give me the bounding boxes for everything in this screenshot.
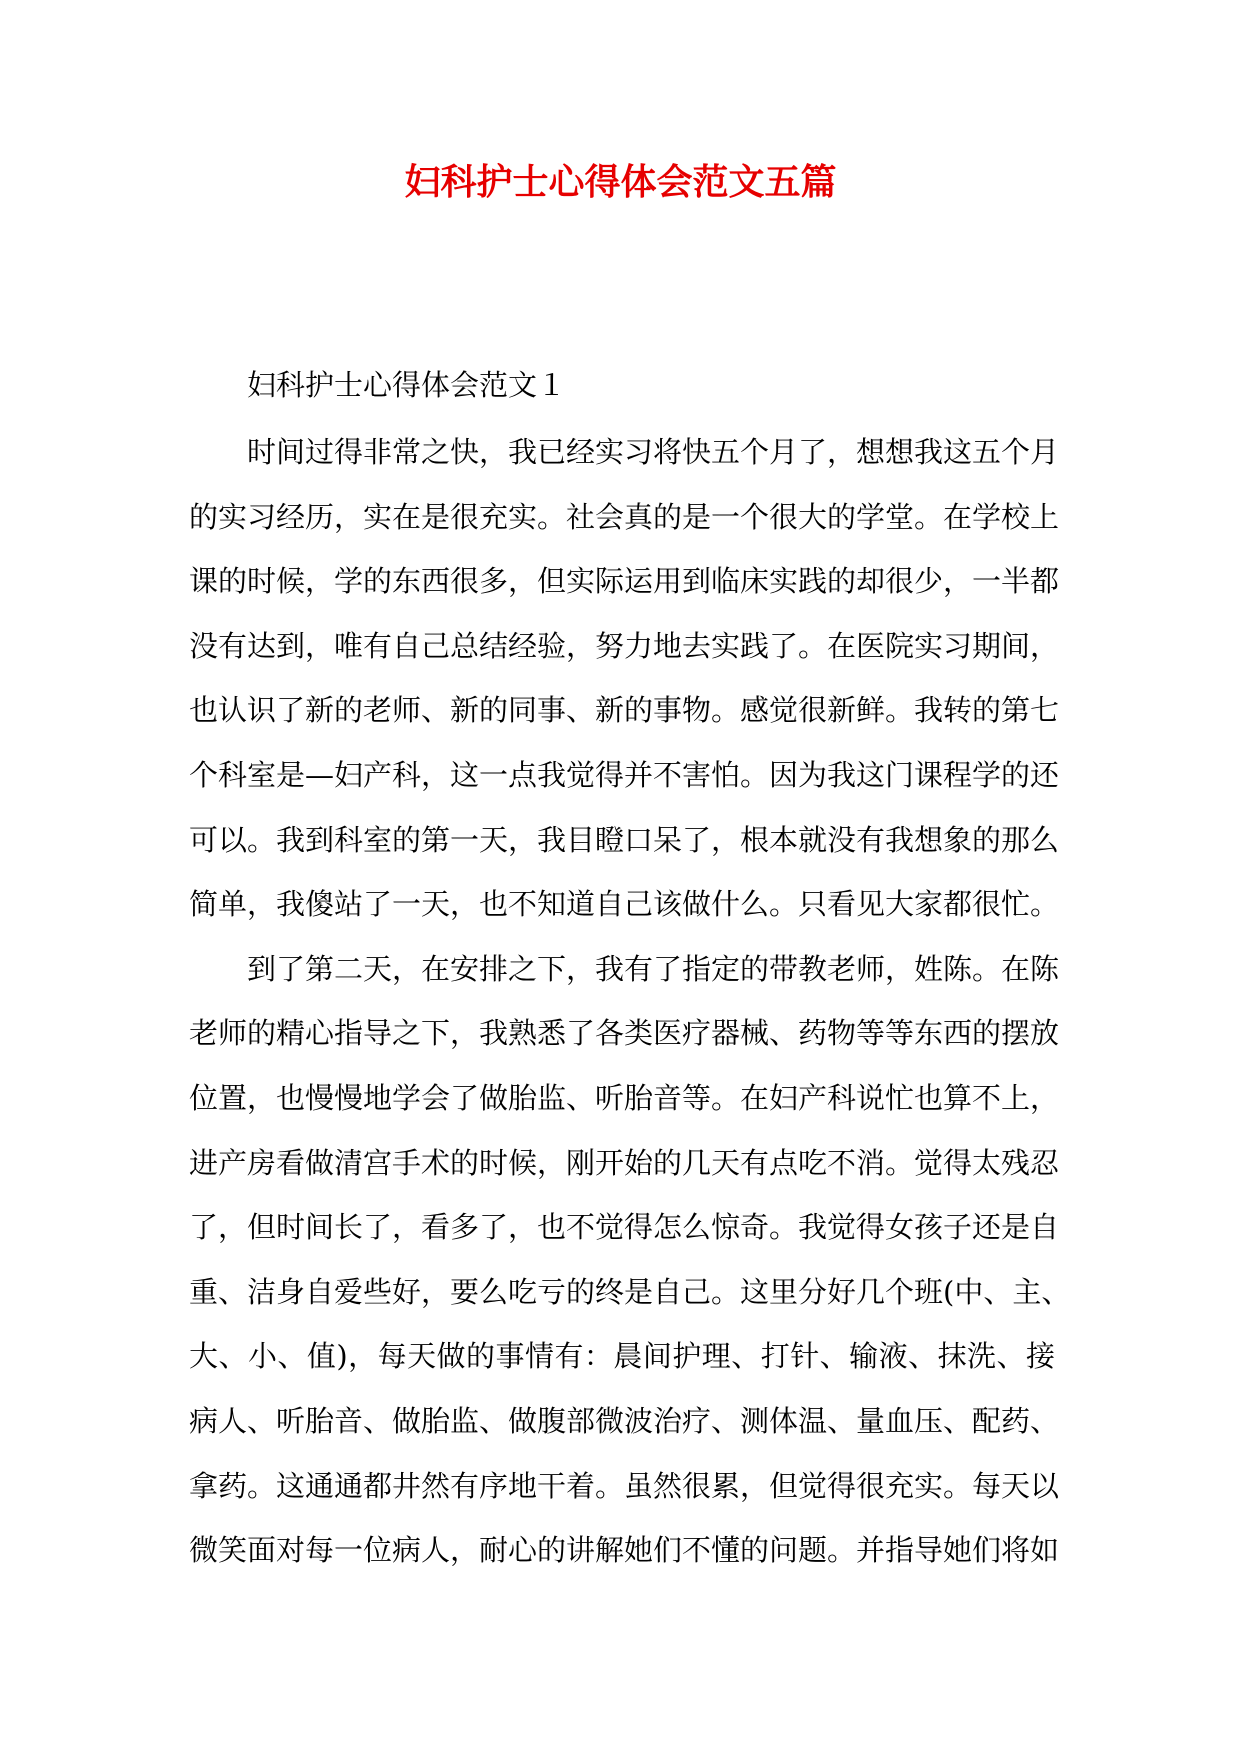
text-line: 重、洁身自爱些好，要么吃亏的终是自己。这里分好几个班(中、主、 [189, 1274, 1071, 1309]
text-line: 位置，也慢慢地学会了做胎监、听胎音等。在妇产科说忙也算不上， [189, 1080, 1060, 1115]
text-line: 到了第二天，在安排之下，我有了指定的带教老师，姓陈。在陈 [247, 951, 1060, 986]
text-line: 拿药。这通通都井然有序地干着。虽然很累，但觉得很充实。每天以 [189, 1468, 1060, 1503]
text-line: 课的时候，学的东西很多，但实际运用到临床实践的却很少，一半都 [189, 564, 1060, 599]
text-line: 了，但时间长了，看多了，也不觉得怎么惊奇。我觉得女孩子还是自 [189, 1210, 1060, 1245]
text-line: 老师的精心指导之下，我熟悉了各类医疗器械、药物等等东西的摆放 [189, 1016, 1060, 1051]
text-line: 大、小、值)，每天做的事情有：晨间护理、打针、输液、抹洗、接 [189, 1339, 1055, 1374]
text-line: 的实习经历，实在是很充实。社会真的是一个很大的学堂。在学校上 [189, 499, 1060, 534]
document-title: 妇科护士心得体会范文五篇 [404, 161, 837, 203]
text-line: 微笑面对每一位病人，耐心的讲解她们不懂的问题。并指导她们将如 [189, 1533, 1060, 1568]
text-line: 也认识了新的老师、新的同事、新的事物。感觉很新鲜。我转的第七 [189, 693, 1060, 728]
text-line: 病人、听胎音、做胎监、做腹部微波治疗、测体温、量血压、配药、 [189, 1403, 1060, 1438]
text-line: 个科室是—妇产科，这一点我觉得并不害怕。因为我这门课程学的还 [189, 757, 1060, 792]
paragraph-2 [189, 937, 1071, 1583]
paragraph-1 [189, 420, 1060, 937]
text-line: 可以。我到科室的第一天，我目瞪口呆了，根本就没有我想象的那么 [189, 822, 1060, 857]
section-heading: 妇科护士心得体会范文１ [247, 368, 567, 402]
text-line: 没有达到，唯有自己总结经验，努力地去实践了。在医院实习期间， [189, 628, 1060, 663]
text-line: 简单，我傻站了一天，也不知道自己该做什么。只看见大家都很忙。 [189, 887, 1060, 922]
document-body [189, 356, 1071, 1583]
text-line: 进产房看做清宫手术的时候，刚开始的几天有点吃不消。觉得太残忍 [189, 1145, 1060, 1180]
text-line: 时间过得非常之快，我已经实习将快五个月了，想想我这五个月 [247, 435, 1060, 469]
